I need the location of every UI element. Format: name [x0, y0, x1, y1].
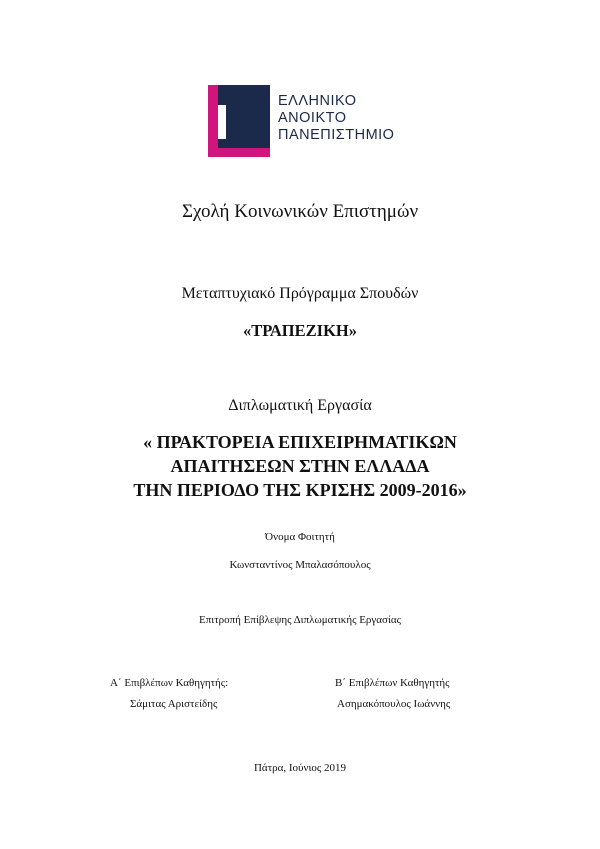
thesis-type: Διπλωματική Εργασία — [228, 397, 372, 414]
supervisor-b-role: Β΄ Επιβλέπων Καθηγητής — [335, 677, 450, 689]
logo-white-notch — [218, 105, 226, 139]
thesis-title-line-2: ΑΠΑΙΤΗΣΕΩΝ ΣΤΗΝ ΕΛΛΑΔΑ — [170, 456, 430, 476]
place-date: Πάτρα, Ιούνιος 2019 — [253, 762, 347, 774]
logo-wordmark — [278, 93, 394, 144]
program-heading: Μεταπτυχιακό Πρόγραμμα Σπουδών — [181, 285, 419, 302]
student-name: Κωνσταντίνος Μπαλασόπουλος — [229, 559, 371, 571]
supervisor-a-name: Σάμιτας Αριστείδης — [130, 698, 218, 710]
thesis-title-line-3: ΤΗΝ ΠΕΡΙΟΔΟ ΤΗΣ ΚΡΙΣΗΣ 2009-2016» — [133, 480, 467, 500]
thesis-title-line-1: « ΠΡΑΚΤΟΡΕΙΑ ΕΠΙΧΕΙΡΗΜΑΤΙΚΩΝ — [143, 432, 457, 452]
program-name: «ΤΡΑΠΕΖΙΚΗ» — [242, 321, 357, 340]
logo-line-2: ΑΝΟΙΚΤΟ — [278, 110, 347, 126]
logo-line-1: ΕΛΛΗΝΙΚΟ — [278, 93, 357, 109]
school-name: Σχολή Κοινωνικών Επιστημών — [181, 201, 419, 222]
university-logo — [208, 85, 408, 160]
student-label: Όνομα Φοιτητή — [265, 531, 335, 543]
committee-heading: Επιτροπή Επίβλεψης Διπλωματικής Εργασίας — [198, 614, 402, 626]
logo-line-3: ΠΑΝΕΠΙΣΤΗΜΙΟ — [278, 127, 395, 143]
thesis-title — [0, 430, 600, 502]
supervisor-b-name: Ασημακόπουλος Ιωάννης — [337, 698, 451, 710]
supervisor-a-role: Α΄ Επιβλέπων Καθηγητής: — [110, 677, 229, 689]
